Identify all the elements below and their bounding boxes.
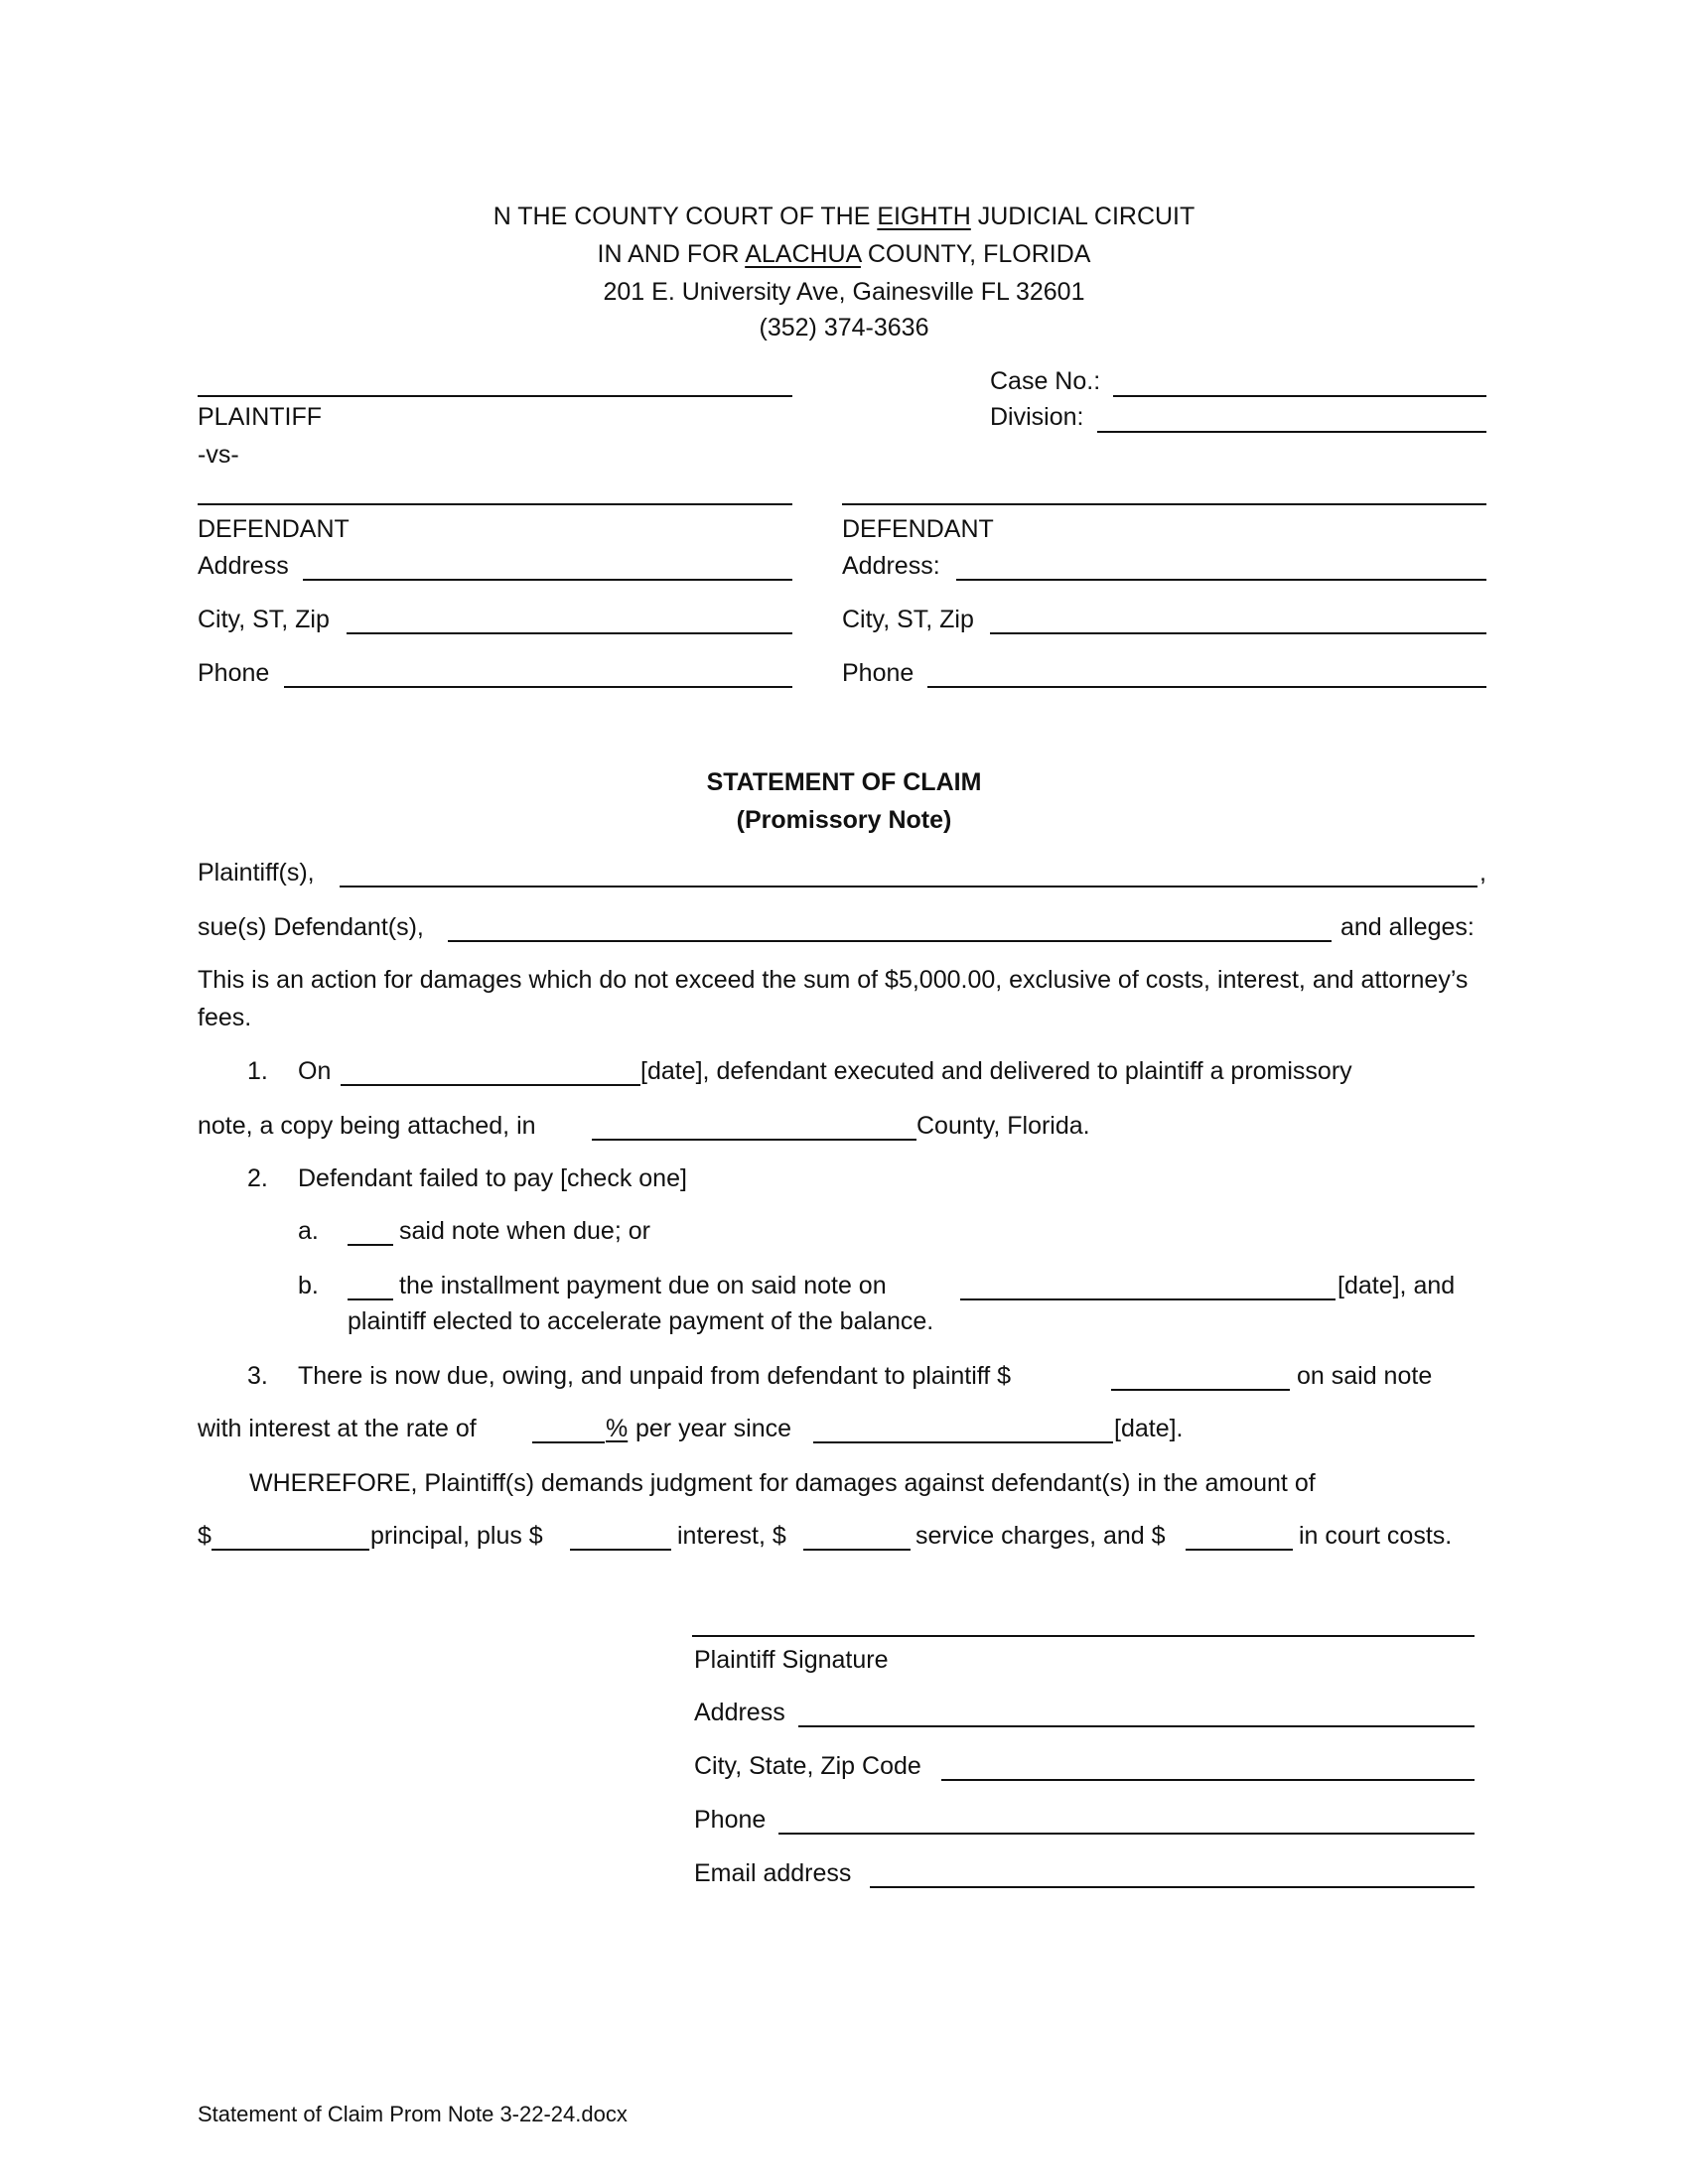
defendant-left-name-line[interactable] [198,503,792,505]
court-text: N THE COUNTY COURT OF THE [492,203,878,230]
signature-label: Plaintiff Signature [694,1646,889,1674]
item1-on: On [298,1057,332,1085]
document-subtitle: (Promissory Note) [736,806,952,834]
case-no-field[interactable] [1113,395,1486,397]
plaintiffs-field[interactable] [340,886,1477,887]
sig-address-label: Address [694,1699,785,1726]
item2b-checkbox-field[interactable] [348,1298,393,1300]
item3-text: There is now due, owing, and unpaid from defendant to plaintiff $ [298,1362,1012,1390]
item2-text: Defendant failed to pay [check one] [298,1164,687,1192]
defendant-right-phone-field[interactable] [927,686,1486,688]
defendant-left-address-label: Address [198,552,289,580]
item3-date-label: [date]. [1114,1415,1184,1442]
item2b-line2: plaintiff elected to accelerate payment of the balance. [348,1307,934,1335]
item3-post: on said note [1297,1362,1433,1390]
division-field[interactable] [1097,431,1486,433]
court-text: COUNTY, FLORIDA [860,240,1091,268]
item2b-letter: b. [298,1272,319,1299]
defendant-right-city-label: City, ST, Zip [842,606,974,633]
defendant-right-name-line[interactable] [842,503,1486,505]
item2b-date-label: [date], and [1337,1272,1456,1299]
installment-date-field[interactable] [960,1298,1336,1300]
defendant-left-address-field[interactable] [303,579,792,581]
defendant-right-address-field[interactable] [956,579,1486,581]
circuit-name: EIGHTH [877,203,971,230]
plaintiff-label: PLAINTIFF [198,403,323,431]
service-charges-field[interactable] [803,1549,911,1551]
sig-city-field[interactable] [941,1779,1475,1781]
vs-label: -vs- [198,441,239,469]
sig-phone-field[interactable] [778,1833,1475,1835]
item1-text: [date], defendant executed and delivered to plaintiff a promissory [640,1057,1352,1085]
defendant-left-city-field[interactable] [347,632,792,634]
sig-phone-label: Phone [694,1806,767,1834]
item2a-text: said note when due; or [399,1217,650,1245]
defendant-left-phone-field[interactable] [284,686,792,688]
defendant-left-city-label: City, ST, Zip [198,606,330,633]
defendants-field[interactable] [448,940,1332,942]
sig-email-field[interactable] [870,1886,1475,1888]
defendant-right-address-label: Address: [842,552,940,580]
and-alleges-label: and alleges: [1340,913,1475,941]
wherefore-text: WHEREFORE, Plaintiff(s) demands judgment for damages against defendant(s) in the amount of [249,1469,1316,1497]
sues-defendants-label: sue(s) Defendant(s), [198,913,424,941]
case-no-label: Case No.: [990,367,1101,395]
intro-paragraph: This is an action for damages which do not exceed the sum of $5,000.00, exclusive of costs, interest, and attorney’s fees. [198,966,1469,1031]
amount-due-field[interactable] [1111,1389,1290,1391]
interest-rate-field[interactable] [532,1441,605,1443]
percent-sign: % [606,1415,629,1442]
sig-email-label: Email address [694,1859,852,1887]
per-year-since: per year since [635,1415,792,1442]
signature-field[interactable] [692,1635,1475,1637]
interest-amount-field[interactable] [570,1549,671,1551]
footer-filename: Statement of Claim Prom Note 3-22-24.docx [198,2102,628,2126]
court-phone: (352) 374-3636 [759,314,929,341]
defendant-left-phone-label: Phone [198,659,270,687]
note-date-field[interactable] [341,1084,640,1086]
sig-city-label: City, State, Zip Code [694,1752,921,1780]
interest-since-date-field[interactable] [813,1441,1113,1443]
item2a-letter: a. [298,1217,319,1245]
defendant-left-label: DEFENDANT [198,515,350,543]
court-costs-field[interactable] [1186,1549,1293,1551]
item1-county-text: County, Florida. [916,1112,1090,1140]
plaintiff-name-line[interactable] [198,395,792,397]
plaintiffs-label: Plaintiff(s), [198,859,315,887]
item2a-checkbox-field[interactable] [348,1244,393,1246]
document-title: STATEMENT OF CLAIM [706,768,982,796]
principal-label: principal, plus $ [370,1522,543,1550]
item1-number: 1. [247,1057,268,1085]
court-header-line1 [0,202,1688,231]
item1-line2: note, a copy being attached, in [198,1112,536,1140]
item2-number: 2. [247,1164,268,1192]
defendant-right-label: DEFENDANT [842,515,994,543]
item2b-text: the installment payment due on said note on [399,1272,887,1299]
defendant-right-phone-label: Phone [842,659,914,687]
court-text: JUDICIAL CIRCUIT [970,203,1196,230]
court-text: IN AND FOR [597,240,746,268]
item3-line2: with interest at the rate of [198,1415,477,1442]
court-header-line2 [0,239,1688,269]
sig-address-field[interactable] [798,1725,1475,1727]
principal-field[interactable] [211,1549,369,1551]
division-label: Division: [990,403,1084,431]
item3-number: 3. [247,1362,268,1390]
court-address: 201 E. University Ave, Gainesville FL 32601 [603,278,1085,306]
county-field[interactable] [592,1139,916,1141]
service-charges-label: service charges, and $ [915,1522,1166,1550]
court-costs-label: in court costs. [1299,1522,1453,1550]
interest-label: interest, $ [677,1522,786,1550]
county-name: ALACHUA [745,240,861,268]
dollar-sign: $ [198,1522,211,1550]
defendant-right-city-field[interactable] [990,632,1486,634]
comma: , [1479,859,1486,887]
